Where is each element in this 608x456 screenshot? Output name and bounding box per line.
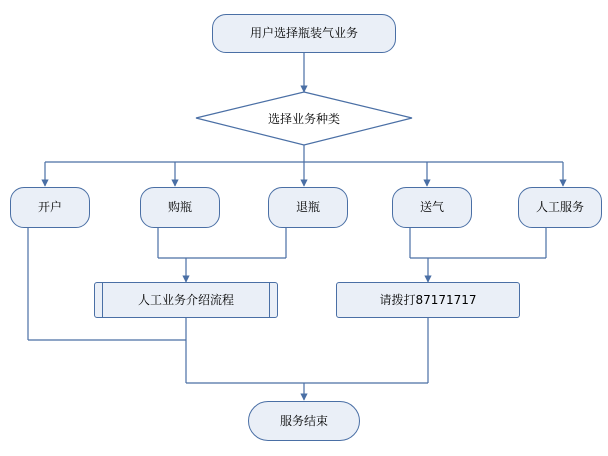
node-deliver-gas-label: 送气 bbox=[419, 200, 444, 215]
node-manual-service[interactable] bbox=[518, 187, 602, 228]
node-buy-bottle[interactable] bbox=[140, 187, 220, 228]
node-end-label: 服务结束 bbox=[279, 413, 328, 428]
decision-diamond bbox=[196, 92, 412, 145]
node-phone-number-label: 请拨打87171717 bbox=[379, 292, 477, 307]
node-open-account-label: 开户 bbox=[37, 200, 62, 215]
node-start[interactable] bbox=[212, 14, 396, 53]
node-manual-service-label: 人工服务 bbox=[535, 200, 584, 215]
node-phone-number[interactable] bbox=[336, 282, 520, 318]
node-open-account[interactable] bbox=[10, 187, 90, 228]
node-start-label: 用户选择瓶装气业务 bbox=[249, 26, 358, 41]
node-manual-intro-process-label: 人工业务介绍流程 bbox=[137, 292, 234, 307]
node-buy-bottle-label: 购瓶 bbox=[167, 200, 192, 215]
node-return-bottle-label: 退瓶 bbox=[295, 200, 320, 215]
node-manual-intro-process[interactable] bbox=[94, 282, 278, 318]
node-return-bottle[interactable] bbox=[268, 187, 348, 228]
node-decision-label: 选择业务种类 bbox=[267, 111, 340, 126]
node-deliver-gas[interactable] bbox=[392, 187, 472, 228]
node-end[interactable] bbox=[248, 401, 360, 441]
